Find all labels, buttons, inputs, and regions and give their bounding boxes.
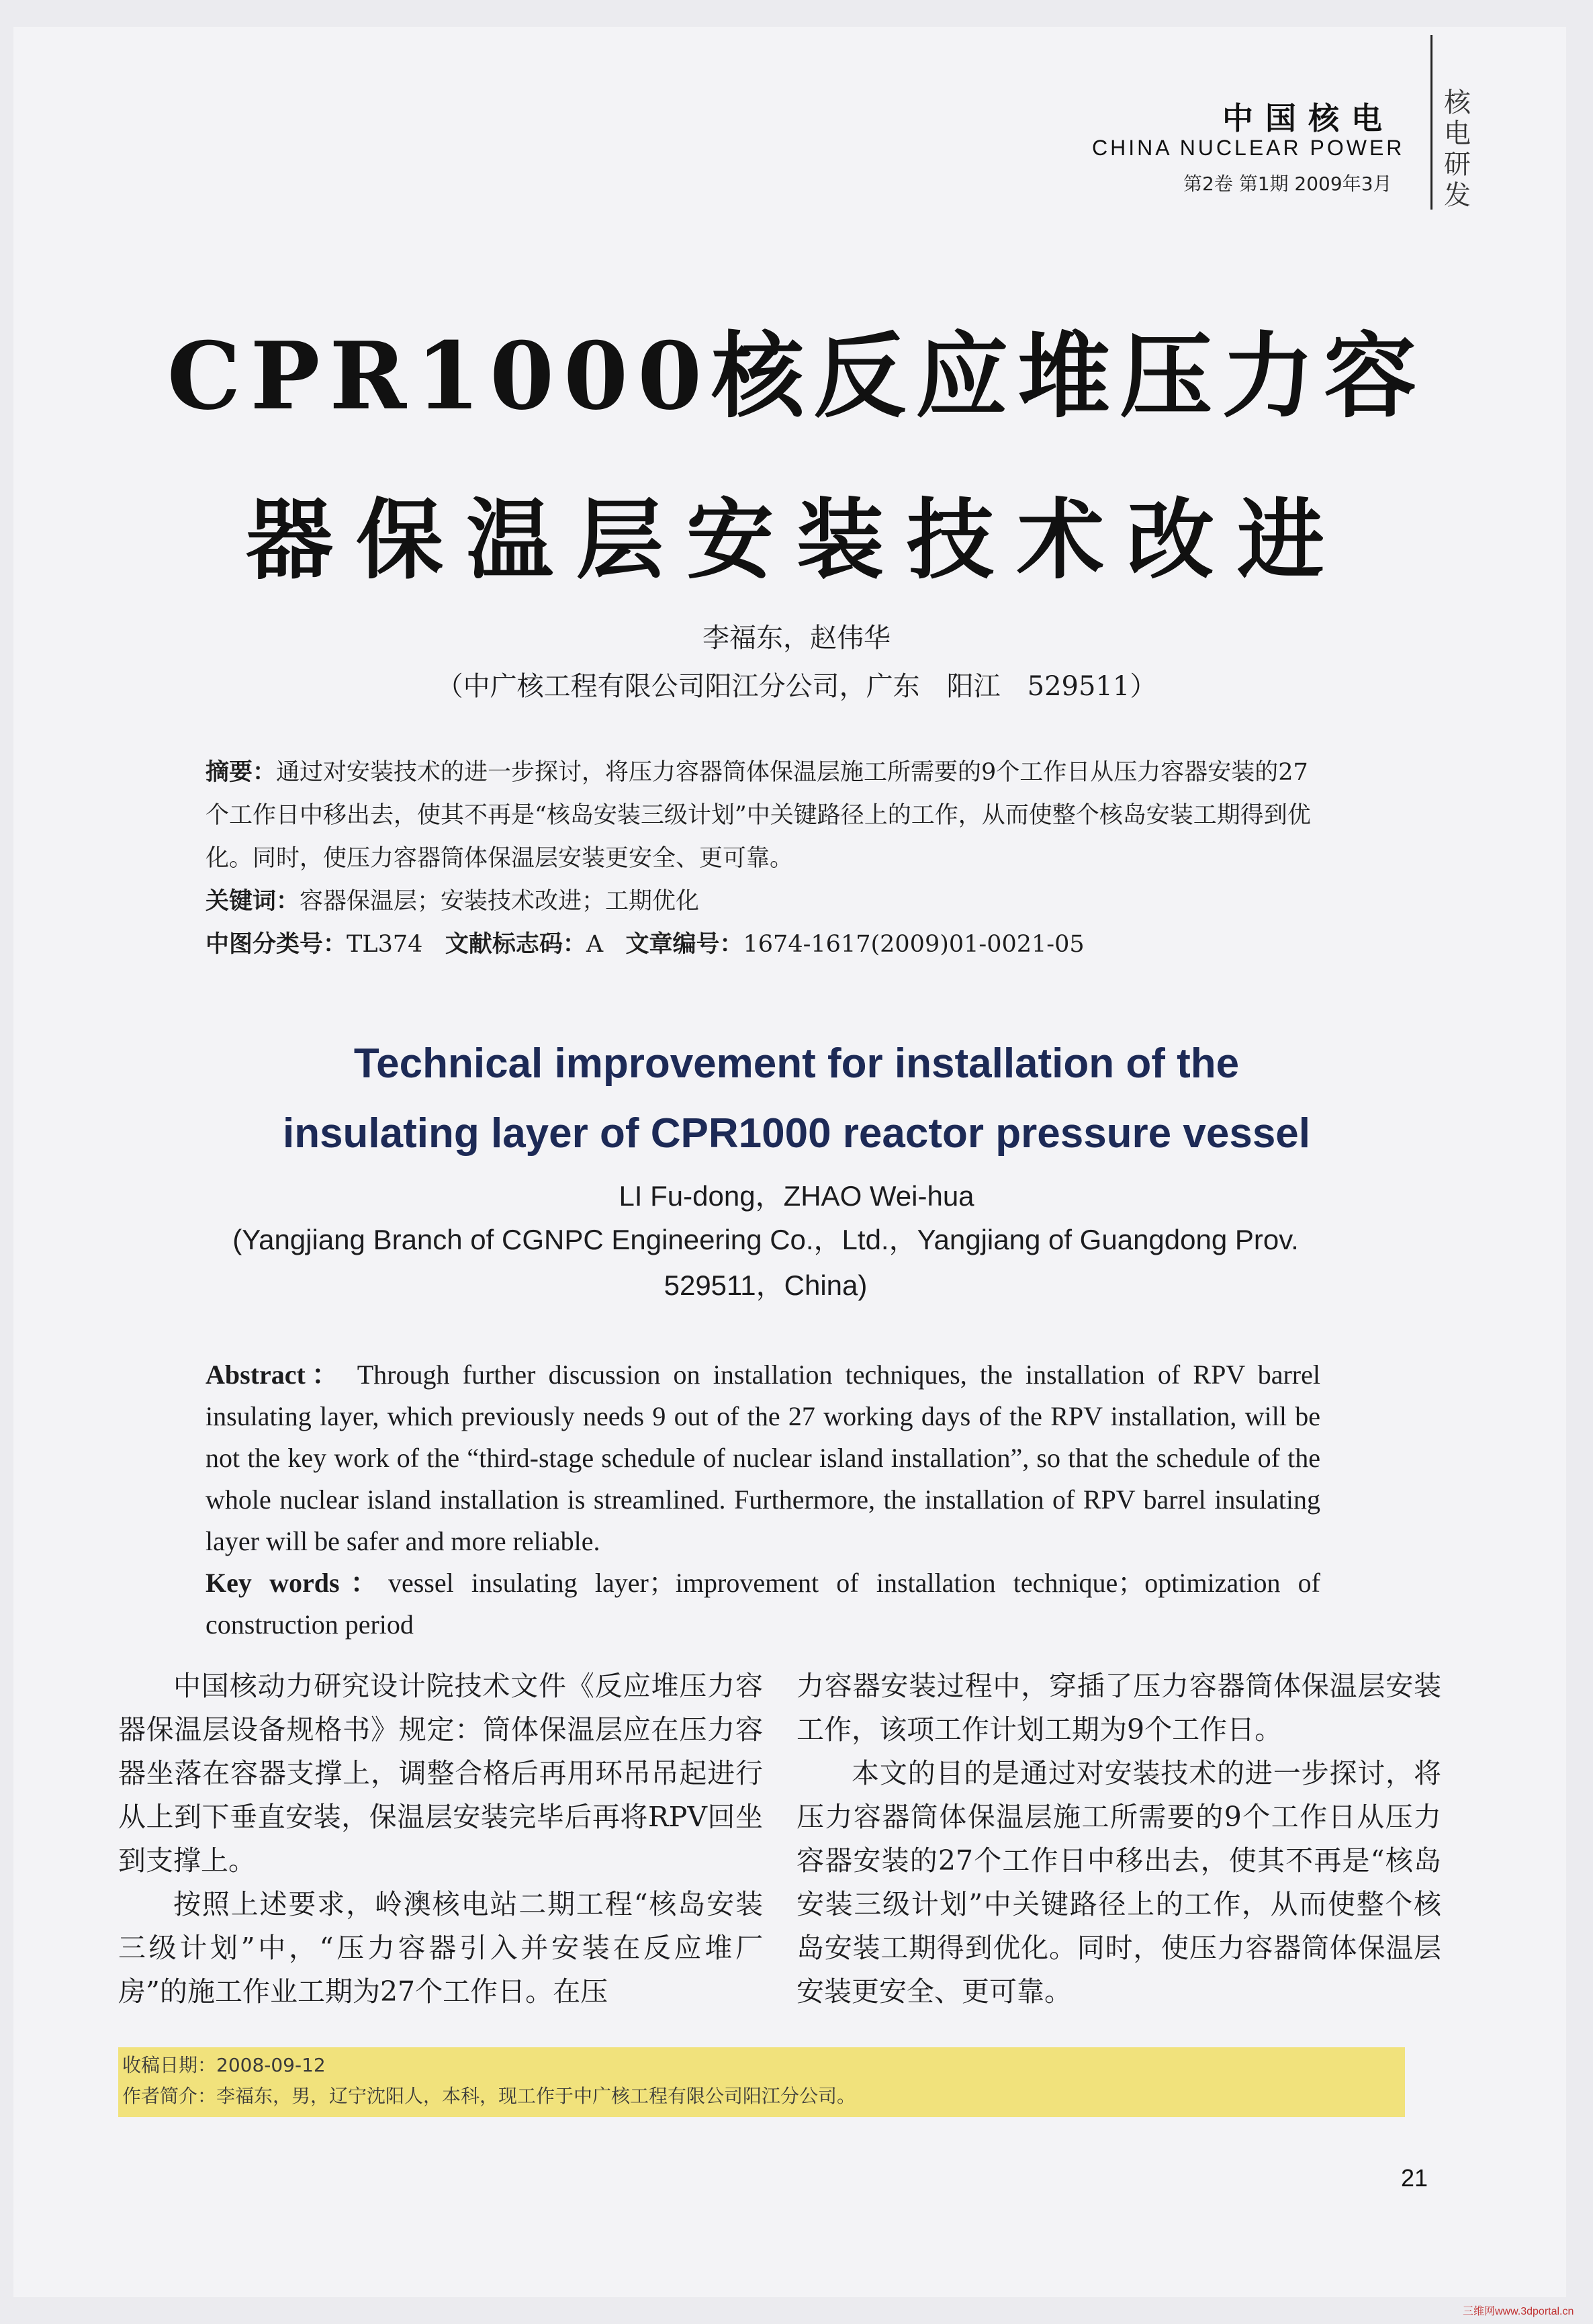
journal-issue: 第2卷 第1期 2009年3月: [1183, 173, 1392, 195]
abstract-cn-text: 通过对安装技术的进一步探讨，将压力容器筒体保温层施工所需要的9个工作日从压力容器安装的27个工作日中移出去，使其不再是“核岛安装三级计划”中关键路径上的工作，从而使整个核岛安装工期得到优化。同时，使压力容器筒体保温层安装更安全、更可靠。: [206, 759, 1311, 872]
keywords-cn: [206, 880, 1320, 923]
abstract-cn-label: 摘要：: [206, 758, 277, 786]
section-label: 核电研发: [1444, 87, 1471, 211]
header-divider: [1430, 35, 1432, 210]
abstract-en-paragraph: [206, 1354, 1320, 1562]
abstract-en-text: Through further discussion on installation techniques, the installation of RPV barrel insulating layer, which previously needs 9 out of the 27 working days of the RPV installation, will be not the key work of the “third-stage schedule of nuclear island installation”, so that the schedule of the whole nuclear island installation is streamlined. Furthermore, the installation of RPV barrel insulating layer will be safer and more reliable.: [206, 1359, 1320, 1556]
clc-label: 中图分类号：: [206, 930, 347, 958]
body-column-right: [796, 1664, 1441, 2014]
body-paragraph: 按照上述要求，岭澳核电站二期工程“核岛安装三级计划”中，“压力容器引入并安装在反应堆厂房”的施工作业工期为27个工作日。在压: [118, 1888, 763, 2008]
doc-code-value: A: [586, 931, 604, 958]
footnote-box: [118, 2047, 1405, 2117]
abstract-cn: [206, 751, 1320, 966]
article-no-label: 文章编号：: [625, 930, 743, 958]
doc-code-label: 文献标志码：: [445, 930, 586, 958]
paper-title-en-line-1: Technical improvement for installation of the: [353, 1040, 1240, 1087]
paper-title-line-2: 器保温层安装技术改进: [245, 488, 1347, 591]
abstract-en: [206, 1354, 1320, 1646]
classification-line: [206, 923, 1320, 966]
affiliation-cn: （中广核工程有限公司阳江分公司，广东 阳江 529511）: [436, 671, 1157, 702]
received-date: 收稿日期：2008-09-12: [122, 2054, 326, 2076]
body-column-left: [118, 1664, 763, 2014]
abstract-cn-paragraph: [206, 751, 1320, 880]
keywords-cn-label: 关键词：: [206, 887, 300, 915]
authors-en: LI Fu-dong，ZHAO Wei-hua: [619, 1180, 974, 1212]
abstract-en-label: Abstract：: [206, 1359, 345, 1390]
keywords-cn-text: 容器保温层；安装技术改进；工期优化: [300, 888, 700, 915]
keywords-en: [206, 1562, 1320, 1646]
affiliation-en: (Yangjiang Branch of CGNPC Engineering Co.，Ltd.，Yangjiang of Guangdong Prov. 529511，China): [232, 1224, 1299, 1301]
page-number: 21: [1401, 2164, 1428, 2192]
journal-name-cn: 中国核电: [1222, 100, 1394, 136]
authors-cn: 李福东，赵伟华: [702, 623, 891, 654]
body-paragraph: 本文的目的是通过对安装技术的进一步探讨，将压力容器筒体保温层施工所需要的9个工作日从压力容器安装的27个工作日中移出去，使其不再是“核岛安装三级计划”中关键路径上的工作，从而使整个核岛安装工期得到优化。同时，使压力容器筒体保温层安装更安全、更可靠。: [796, 1757, 1441, 2008]
body-paragraph: 力容器安装过程中，穿插了压力容器筒体保温层安装工作，该项工作计划工期为9个工作日。: [796, 1670, 1441, 1746]
keywords-en-text: vessel insulating layer；improvement of installation technique；optimization of construction period: [206, 1568, 1320, 1640]
article-no-value: 1674-1617(2009)01-0021-05: [743, 931, 1085, 958]
clc-value: TL374: [347, 931, 423, 958]
keywords-en-label: Key words：: [206, 1568, 388, 1598]
watermark: 三维网www.3dportal.cn: [1463, 2306, 1574, 2317]
body-paragraph: 中国核动力研究设计院技术文件《反应堆压力容器保温层设备规格书》规定：筒体保温层应在压力容器坐落在容器支撑上，调整合格后再用环吊吊起进行从上到下垂直安装，保温层安装完毕后再将RPV回坐到支撑上。: [118, 1670, 763, 1877]
journal-name-en: CHINA NUCLEAR POWER: [1092, 136, 1405, 160]
paper-title-line-1: CPR1000核反应堆压力容: [167, 321, 1426, 431]
paper-title-en-line-2: insulating layer of CPR1000 reactor pressure vessel: [282, 1110, 1311, 1157]
author-bio: 作者简介：李福东，男，辽宁沈阳人，本科，现工作于中广核工程有限公司阳江分公司。: [122, 2085, 856, 2107]
